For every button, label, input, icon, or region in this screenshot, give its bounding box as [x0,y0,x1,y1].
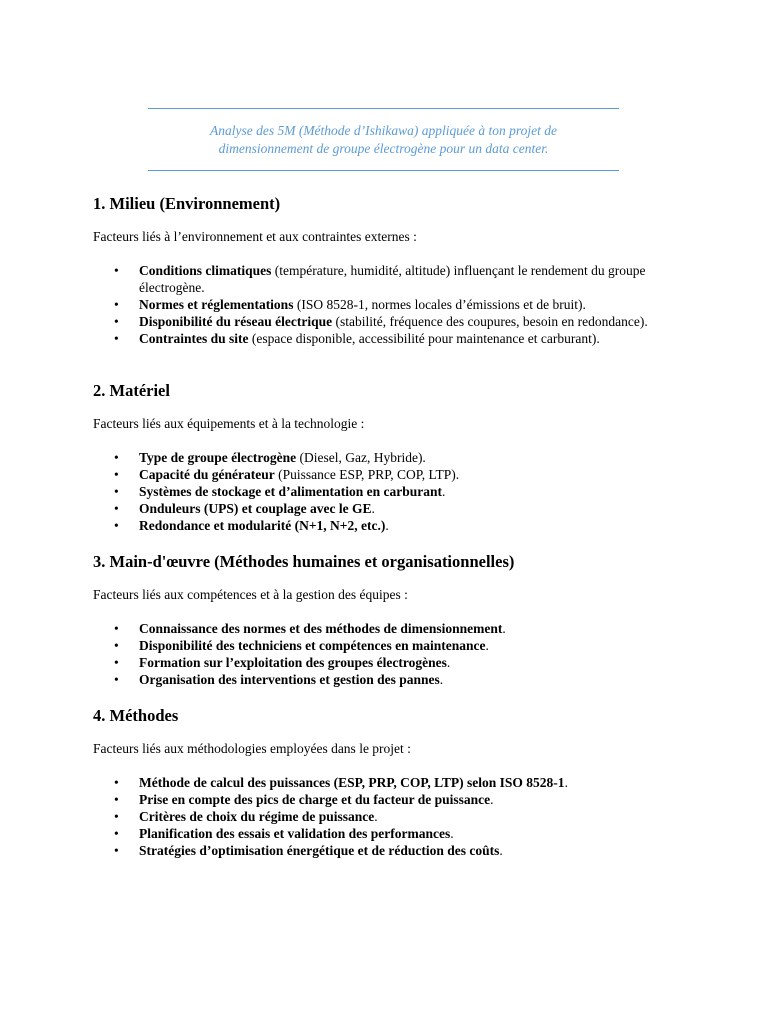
quote-line-1: Analyse des 5M (Méthode d’Ishikawa) appliquée à ton projet de [209,123,558,138]
bullet-icon: • [114,263,119,278]
bullet-icon: • [114,638,119,653]
list-item: • Capacité du générateur (Puissance ESP, PRP, COP, LTP). [114,467,460,482]
list-item: • Contraintes du site (espace disponible, accessibilité pour maintenance et carburant). [114,331,600,346]
list-item: • Disponibilité du réseau électrique (stabilité, fréquence des coupures, besoin en redondance). [114,314,648,329]
list-item: • Conditions climatiques (température, humidité, altitude) influençant le rendement du groupe électrogène. [114,263,646,295]
bullet-list [93,262,683,347]
list-item: • Critères de choix du régime de puissance. [114,809,378,824]
bullet-icon: • [114,775,119,790]
section-milieu [93,193,683,347]
bullet-icon: • [114,450,119,465]
bullet-icon: • [114,826,119,841]
bullet-icon: • [114,297,119,312]
section-heading: 3. Main-d'œuvre (Méthodes humaines et organisationnelles) [93,552,515,571]
section-intro: Facteurs liés aux équipements et à la technologie : [93,416,365,431]
section-main-doeuvre [93,551,683,688]
section-materiel [93,380,683,534]
section-intro: Facteurs liés aux compétences et à la gestion des équipes : [93,587,408,602]
bullet-icon: • [114,655,119,670]
bullet-icon: • [114,843,119,858]
section-heading: 2. Matériel [93,381,170,400]
section-heading: 4. Méthodes [93,706,179,725]
bullet-icon: • [114,518,119,533]
bullet-icon: • [114,484,119,499]
list-item: • Connaissance des normes et des méthodes de dimensionnement. [114,621,506,636]
bullet-icon: • [114,672,119,687]
list-item: • Redondance et modularité (N+1, N+2, etc.). [114,518,389,533]
list-item: • Systèmes de stockage et d’alimentation en carburant. [114,484,446,499]
list-item: • Normes et réglementations (ISO 8528-1, normes locales d’émissions et de bruit). [114,297,586,312]
list-item: • Onduleurs (UPS) et couplage avec le GE. [114,501,375,516]
bullet-icon: • [114,501,119,516]
list-item: • Prise en compte des pics de charge et du facteur de puissance. [114,792,494,807]
list-item: • Organisation des interventions et gestion des pannes. [114,672,444,687]
bullet-icon: • [114,809,119,824]
list-item: • Formation sur l’exploitation des groupes électrogènes. [114,655,451,670]
bullet-icon: • [114,792,119,807]
list-item: • Méthode de calcul des puissances (ESP, PRP, COP, LTP) selon ISO 8528-1. [114,775,568,790]
section-intro: Facteurs liés à l’environnement et aux contraintes externes : [93,229,417,244]
bullet-list [93,449,683,534]
bullet-list [93,774,683,859]
bullet-icon: • [114,621,119,636]
bullet-icon: • [114,467,119,482]
bullet-list [93,620,683,688]
bullet-icon: • [114,314,119,329]
list-item: • Disponibilité des techniciens et compétences en maintenance. [114,638,489,653]
list-item: • Stratégies d’optimisation énergétique et de réduction des coûts. [114,843,503,858]
list-item: • Planification des essais et validation des performances. [114,826,454,841]
quote-text [148,122,619,158]
quote-top-rule [148,108,619,109]
list-item: • Type de groupe électrogène (Diesel, Gaz, Hybride). [114,450,426,465]
quote-bottom-rule [148,170,619,171]
section-intro: Facteurs liés aux méthodologies employées dans le projet : [93,741,411,756]
bullet-icon: • [114,331,119,346]
intense-quote [148,108,619,171]
quote-line-2: dimensionnement de groupe électrogène pour un data center. [218,141,549,156]
section-heading: 1. Milieu (Environnement) [93,194,281,213]
section-methodes [93,705,683,859]
